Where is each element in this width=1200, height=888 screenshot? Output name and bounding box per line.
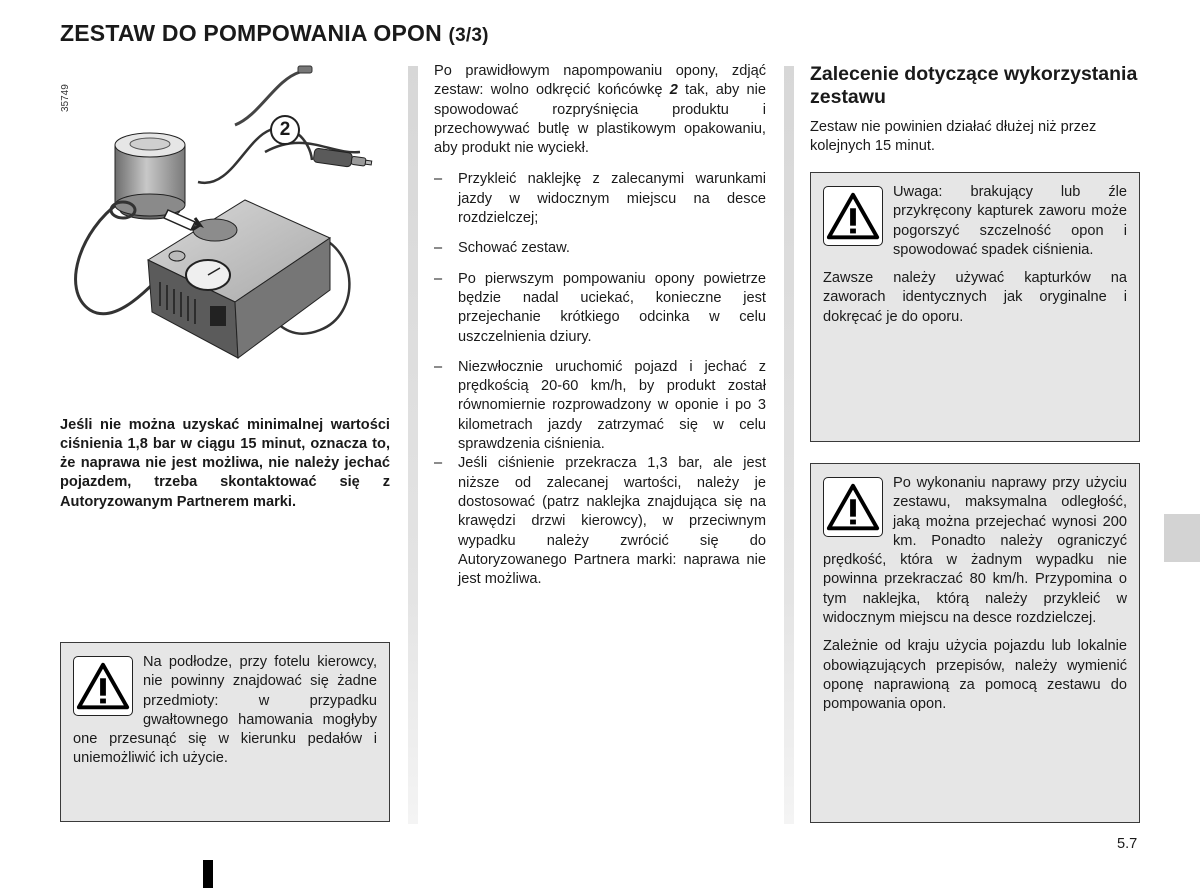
intro-paragraph bbox=[434, 62, 766, 158]
list-item: – Przykleić naklejkę z zalecanymi warunkami jazdy w widocznym miejscu na desce rozdzielczej; bbox=[434, 170, 766, 228]
warning-box-repair-limits bbox=[810, 463, 1140, 823]
print-mark bbox=[203, 860, 213, 888]
column-separator bbox=[408, 66, 418, 824]
list-item: – Po pierwszym pompowaniu opony powietrze będzie nadal uciekać, konieczne jest przejechanie krótkiego odcinka w celu uszczelnienia dziury. bbox=[434, 270, 766, 347]
warning-text: Zależnie od kraju użycia pojazdu lub lokalnie obowiązujących przepisów, należy wymienić oponę naprawioną za pomocą zestawu do pompowania opon. bbox=[823, 638, 1127, 713]
warning-triangle-icon bbox=[823, 186, 883, 246]
figure-number: 35749 bbox=[60, 84, 71, 112]
usage-paragraph: Zestaw nie powinien działać dłużej niż przez kolejnych 15 minut. bbox=[810, 119, 1097, 155]
warning-box-floor bbox=[60, 642, 390, 822]
page-title bbox=[60, 20, 489, 47]
instructions-column bbox=[434, 62, 766, 600]
warning-triangle-icon bbox=[73, 656, 133, 716]
warning-text: Zawsze należy używać kapturków na zaworach identycznych jak oryginalne i dokręcać je do oporu. bbox=[823, 270, 1127, 325]
intro-text-continued: tak, aby nie spowodować rozpryśnięcia produktu i przechowywać butlę w plastikowym opakowaniu, aby produkt nie wyciekł. bbox=[434, 82, 766, 157]
part-reference: 2 bbox=[669, 82, 678, 99]
tire-inflation-kit-illustration bbox=[60, 60, 390, 380]
column-separator bbox=[784, 66, 794, 824]
bold-note: Jeśli nie można uzyskać minimalnej wartości ciśnienia 1,8 bar w ciągu 15 minut, oznacza to, że naprawa nie jest możliwa, nie należy jechać pojazdem, trzeba skontaktować się z Autoryzowanym Partnerem marki. bbox=[60, 416, 390, 510]
section-heading: Zalecenie dotyczące wykorzystania zestawu bbox=[810, 63, 1138, 108]
list-item: – Schować zestaw. bbox=[434, 239, 766, 258]
warning-text: Po wykonaniu naprawy przy użyciu zestawu, maksymalna odległość, jaką można przejechać wynosi 200 km. Ponadto należy ograniczyć prędkość, która w żadnym wypadku nie powinna przekraczać 80 km/h. Przypomina o tym naklejka, którą należy przykleić w widocznym miejscu na desce rozdzielczej. bbox=[823, 475, 1127, 627]
chapter-tab bbox=[1164, 514, 1200, 562]
list-item: – Niezwłocznie uruchomić pojazd i jechać z prędkością 20-60 km/h, by produkt został równomiernie rozprowadzony w oponie i po 3 kilometrach jazdy zatrzymać się w celu sprawdzenia ciśnienia. bbox=[434, 358, 766, 454]
warning-text: Na podłodze, przy fotelu kierowcy, nie powinny znajdować się żadne przedmioty: w przypadku gwałtownego hamowania mogłyby one przesunąć się w kierunku pedałów i uniemożliwić ich użycie. bbox=[73, 654, 377, 767]
warning-triangle-icon bbox=[823, 477, 883, 537]
page-number: 5.7 bbox=[1117, 836, 1138, 852]
list-item: – Jeśli ciśnienie przekracza 1,3 bar, ale jest niższe od zalecanej wartości, należy je dostosować (patrz naklejka znajdująca się na krawędzi drzwi kierowcy), w przeciwnym wypadku należy zwrócić się do Autoryzowanego Partnera marki: naprawa nie jest możliwa. bbox=[434, 454, 766, 589]
callout-number: 2 bbox=[270, 115, 300, 145]
warning-box-valve-caps bbox=[810, 172, 1140, 442]
page-title-part: (3/3) bbox=[448, 25, 489, 46]
warning-text: Uwaga: brakujący lub źle przykręcony kapturek zaworu może pogorszyć szczelność opon i spowodować spadek ciśnienia. bbox=[893, 184, 1127, 258]
instruction-list bbox=[434, 170, 766, 589]
page-title-text: ZESTAW DO POMPOWANIA OPON bbox=[60, 20, 442, 46]
intro-text: Po prawidłowym napompowaniu opony, zdjąć zestaw: wolno odkręcić końcówkę bbox=[434, 63, 766, 99]
